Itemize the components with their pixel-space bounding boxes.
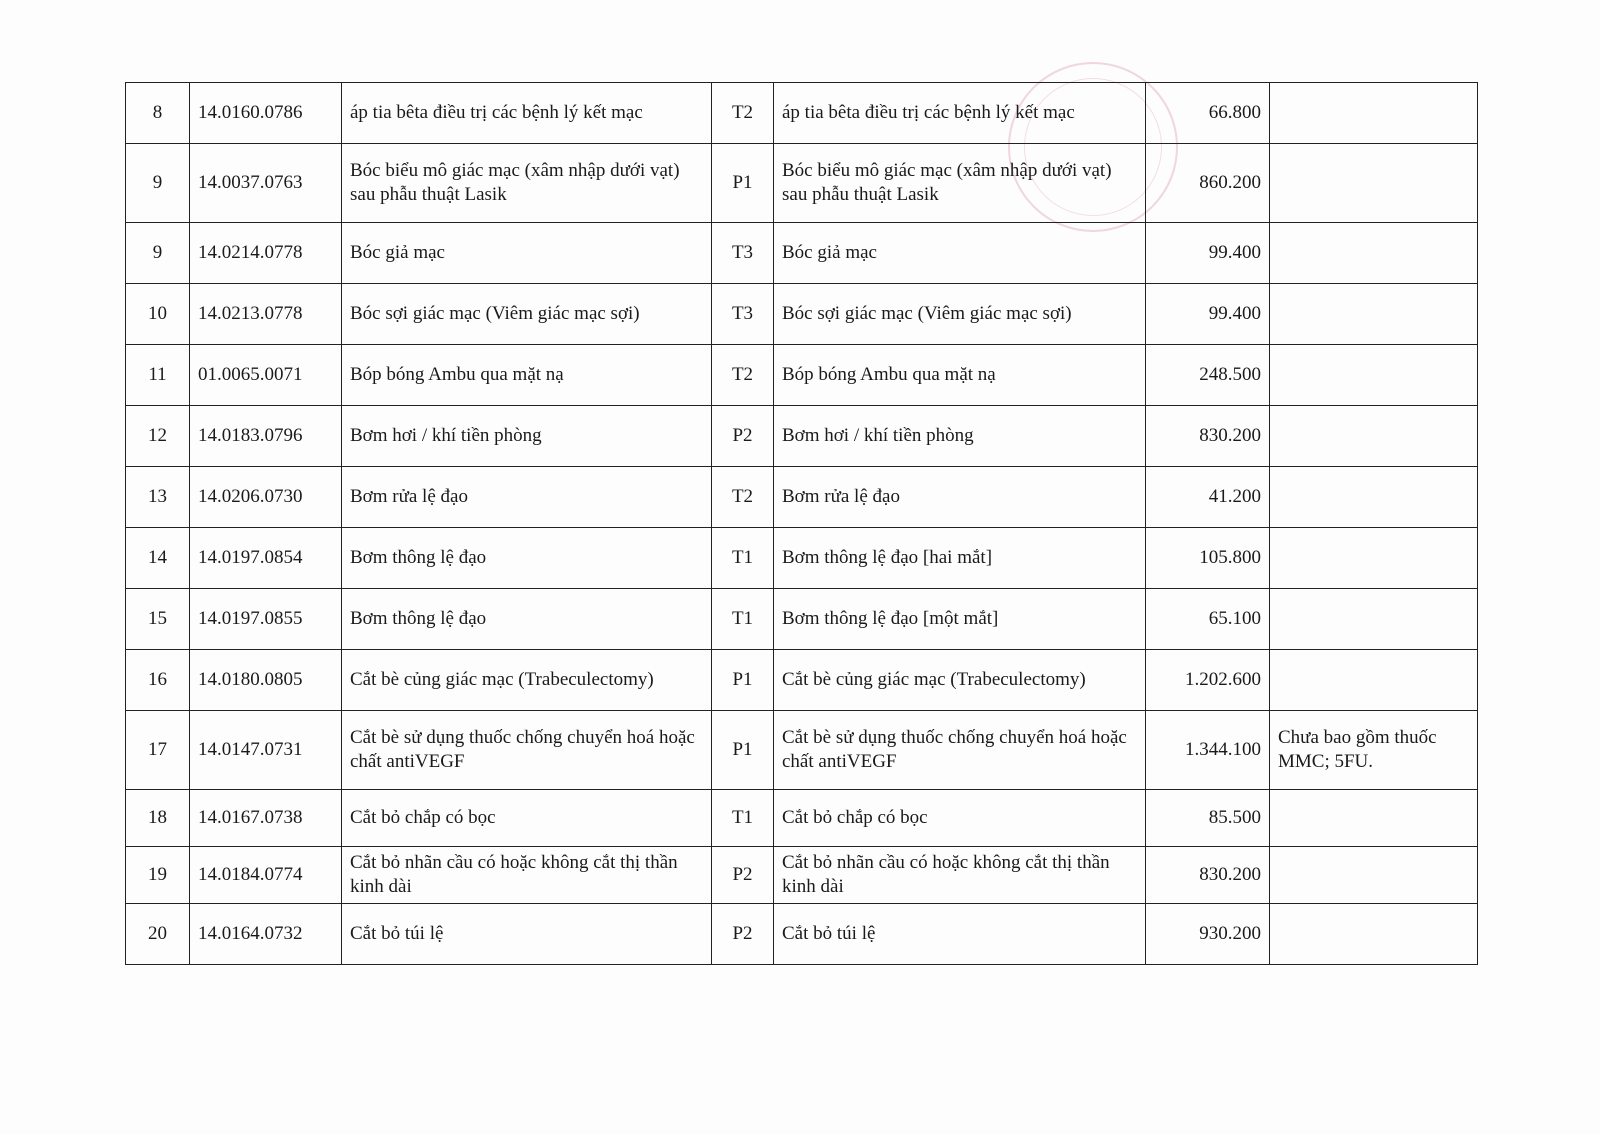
row-number: 11 — [126, 345, 190, 406]
approved-service-name: Bơm thông lệ đạo [một mắt] — [774, 589, 1146, 650]
service-price: 930.200 — [1146, 904, 1270, 965]
service-price: 860.200 — [1146, 144, 1270, 223]
row-number: 15 — [126, 589, 190, 650]
row-number: 10 — [126, 284, 190, 345]
service-name: Bóc sợi giác mạc (Viêm giác mạc sợi) — [342, 284, 712, 345]
service-code: 14.0213.0778 — [190, 284, 342, 345]
service-price: 65.100 — [1146, 589, 1270, 650]
service-price: 248.500 — [1146, 345, 1270, 406]
table-row — [126, 345, 1478, 406]
service-code: 14.0167.0738 — [190, 790, 342, 847]
service-category: T1 — [712, 528, 774, 589]
service-category: P2 — [712, 904, 774, 965]
service-note — [1270, 467, 1478, 528]
service-name: Cắt bè củng giác mạc (Trabeculectomy) — [342, 650, 712, 711]
table-row — [126, 589, 1478, 650]
table-row — [126, 847, 1478, 904]
table-row — [126, 650, 1478, 711]
service-category: T2 — [712, 467, 774, 528]
row-number: 12 — [126, 406, 190, 467]
table-row — [126, 904, 1478, 965]
service-code: 14.0197.0854 — [190, 528, 342, 589]
table-row — [126, 144, 1478, 223]
service-name: Bơm hơi / khí tiền phòng — [342, 406, 712, 467]
service-name: áp tia bêta điều trị các bệnh lý kết mạc — [342, 83, 712, 144]
service-note: Chưa bao gồm thuốc MMC; 5FU. — [1270, 711, 1478, 790]
service-name: Bóc biểu mô giác mạc (xâm nhập dưới vạt) sau phẫu thuật Lasik — [342, 144, 712, 223]
table-row — [126, 467, 1478, 528]
table-row — [126, 528, 1478, 589]
service-category: T3 — [712, 223, 774, 284]
service-category: T2 — [712, 83, 774, 144]
approved-service-name: Cắt bè sử dụng thuốc chống chuyển hoá hoặc chất antiVEGF — [774, 711, 1146, 790]
table-row — [126, 83, 1478, 144]
approved-service-name: Bơm hơi / khí tiền phòng — [774, 406, 1146, 467]
approved-service-name: Bóc biểu mô giác mạc (xâm nhập dưới vạt) sau phẫu thuật Lasik — [774, 144, 1146, 223]
row-number: 20 — [126, 904, 190, 965]
approved-service-name: Bóc sợi giác mạc (Viêm giác mạc sợi) — [774, 284, 1146, 345]
row-number: 14 — [126, 528, 190, 589]
service-note — [1270, 904, 1478, 965]
service-price: 1.202.600 — [1146, 650, 1270, 711]
row-number: 13 — [126, 467, 190, 528]
service-price: 85.500 — [1146, 790, 1270, 847]
approved-service-name: Bóp bóng Ambu qua mặt nạ — [774, 345, 1146, 406]
service-name: Cắt bè sử dụng thuốc chống chuyển hoá hoặc chất antiVEGF — [342, 711, 712, 790]
service-code: 14.0197.0855 — [190, 589, 342, 650]
service-category: T1 — [712, 790, 774, 847]
row-number: 9 — [126, 223, 190, 284]
service-price: 830.200 — [1146, 847, 1270, 904]
service-note — [1270, 284, 1478, 345]
row-number: 17 — [126, 711, 190, 790]
service-name: Cắt bỏ chắp có bọc — [342, 790, 712, 847]
service-code: 01.0065.0071 — [190, 345, 342, 406]
service-name: Bơm rửa lệ đạo — [342, 467, 712, 528]
service-category: P1 — [712, 711, 774, 790]
service-price: 99.400 — [1146, 223, 1270, 284]
service-note — [1270, 589, 1478, 650]
service-code: 14.0206.0730 — [190, 467, 342, 528]
row-number: 18 — [126, 790, 190, 847]
service-note — [1270, 650, 1478, 711]
service-price: 66.800 — [1146, 83, 1270, 144]
service-note — [1270, 790, 1478, 847]
approved-service-name: Cắt bỏ chắp có bọc — [774, 790, 1146, 847]
table-row — [126, 223, 1478, 284]
row-number: 19 — [126, 847, 190, 904]
service-note — [1270, 345, 1478, 406]
service-category: T2 — [712, 345, 774, 406]
service-price: 105.800 — [1146, 528, 1270, 589]
service-code: 14.0180.0805 — [190, 650, 342, 711]
approved-service-name: Cắt bỏ nhãn cầu có hoặc không cắt thị thần kinh dài — [774, 847, 1146, 904]
approved-service-name: Cắt bỏ túi lệ — [774, 904, 1146, 965]
service-code: 14.0147.0731 — [190, 711, 342, 790]
service-note — [1270, 223, 1478, 284]
row-number: 8 — [126, 83, 190, 144]
service-code: 14.0164.0732 — [190, 904, 342, 965]
service-category: P1 — [712, 650, 774, 711]
service-category: T3 — [712, 284, 774, 345]
service-name: Bơm thông lệ đạo — [342, 528, 712, 589]
service-note — [1270, 847, 1478, 904]
row-number: 16 — [126, 650, 190, 711]
service-code: 14.0037.0763 — [190, 144, 342, 223]
service-note — [1270, 144, 1478, 223]
service-category: P2 — [712, 847, 774, 904]
table-row — [126, 790, 1478, 847]
service-name: Bóc giả mạc — [342, 223, 712, 284]
service-price: 41.200 — [1146, 467, 1270, 528]
service-fee-table — [125, 82, 1478, 965]
service-name: Bóp bóng Ambu qua mặt nạ — [342, 345, 712, 406]
approved-service-name: Bóc giả mạc — [774, 223, 1146, 284]
service-code: 14.0214.0778 — [190, 223, 342, 284]
service-note — [1270, 528, 1478, 589]
row-number: 9 — [126, 144, 190, 223]
approved-service-name: Bơm thông lệ đạo [hai mắt] — [774, 528, 1146, 589]
approved-service-name: Cắt bè củng giác mạc (Trabeculectomy) — [774, 650, 1146, 711]
service-category: P2 — [712, 406, 774, 467]
service-code: 14.0160.0786 — [190, 83, 342, 144]
service-note — [1270, 406, 1478, 467]
service-price: 1.344.100 — [1146, 711, 1270, 790]
service-price: 99.400 — [1146, 284, 1270, 345]
service-code: 14.0184.0774 — [190, 847, 342, 904]
service-name: Bơm thông lệ đạo — [342, 589, 712, 650]
approved-service-name: Bơm rửa lệ đạo — [774, 467, 1146, 528]
table-row — [126, 284, 1478, 345]
approved-service-name: áp tia bêta điều trị các bệnh lý kết mạc — [774, 83, 1146, 144]
table-row — [126, 406, 1478, 467]
service-name: Cắt bỏ nhãn cầu có hoặc không cắt thị thần kinh dài — [342, 847, 712, 904]
table-row — [126, 711, 1478, 790]
service-category: P1 — [712, 144, 774, 223]
service-category: T1 — [712, 589, 774, 650]
service-name: Cắt bỏ túi lệ — [342, 904, 712, 965]
service-price: 830.200 — [1146, 406, 1270, 467]
service-note — [1270, 83, 1478, 144]
service-code: 14.0183.0796 — [190, 406, 342, 467]
